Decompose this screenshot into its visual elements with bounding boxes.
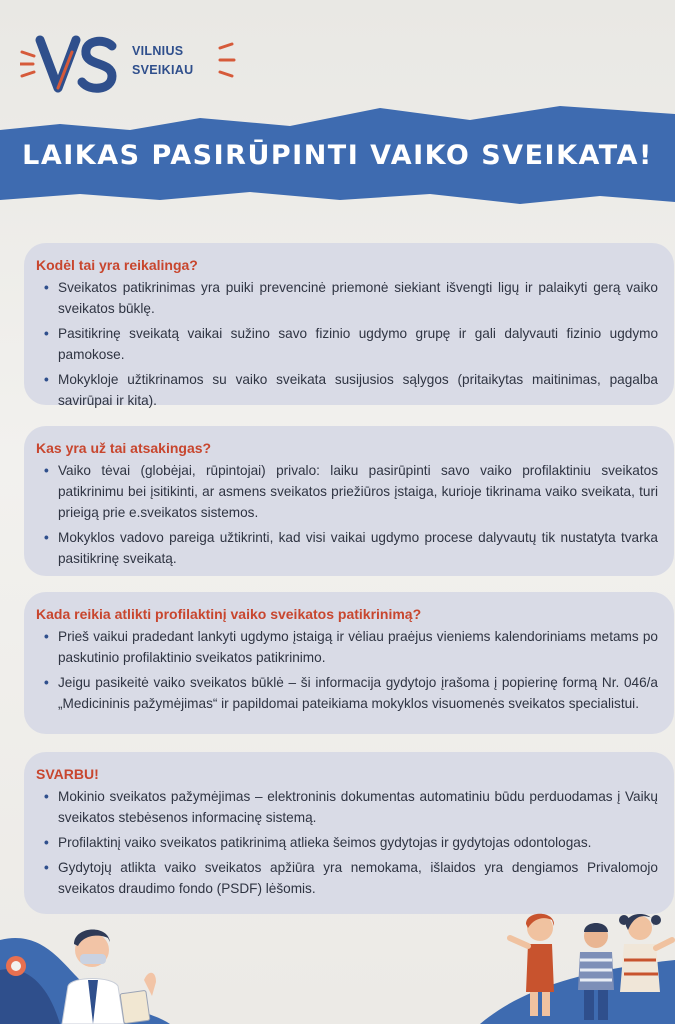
bottom-illustrations bbox=[0, 900, 675, 1024]
list-item-text: Mokyklos vadovo pareiga užtikrinti, kad visi vaikai ugdymo procese dalyvautų tik nustatyta tvarka pasitikrinę sveikatą. bbox=[58, 530, 658, 566]
list-item-text: Profilaktinį vaiko sveikatos patikrinimą atlieka šeimos gydytojas ir gydytojas odontologas. bbox=[58, 835, 592, 850]
list-item-text: Vaiko tėvai (globėjai, rūpintojai) privalo: laiku pasirūpinti savo vaiko profilaktiniu sveikatos patikrinimu bei įsitikinti, ar asmens sveikatos priežiūros įstaiga, kurioje tikrinama vaiko sveikata, turi prieigą prie e.sveikatos sistemos. bbox=[58, 463, 658, 520]
card-heading: SVARBU! bbox=[36, 766, 99, 782]
hand-icon bbox=[2, 948, 32, 988]
list-item-text: Mokykloje užtikrinamos su vaiko sveikata susijusios sąlygos (pritaikytas maitinimas, pagalba savirūpai ir kita). bbox=[58, 372, 658, 408]
list-item bbox=[36, 460, 658, 523]
logo-line-2: SVEIKIAU bbox=[132, 63, 194, 77]
vs-logo-mark bbox=[20, 30, 132, 100]
list-item bbox=[36, 672, 658, 714]
bullet-list bbox=[36, 626, 658, 714]
card-heading: Kodėl tai yra reikalinga? bbox=[36, 257, 198, 273]
bullet-list bbox=[36, 460, 658, 569]
list-item bbox=[36, 857, 658, 899]
accent-dashes-icon bbox=[216, 42, 246, 82]
list-item bbox=[36, 323, 658, 365]
info-card-responsible bbox=[24, 426, 674, 576]
children-illustration-icon bbox=[500, 900, 675, 1024]
list-item-text: Gydytojų atlikta vaiko sveikatos apžiūra yra nemokama, išlaidos yra dengiamos Privalomojo sveikatos draudimo fondo (PSDF) lėšomis. bbox=[58, 860, 658, 896]
list-item bbox=[36, 527, 658, 569]
list-item bbox=[36, 786, 658, 828]
bullet-dot-icon: • bbox=[44, 860, 49, 875]
doctor-illustration-icon bbox=[48, 900, 168, 1024]
list-item-text: Mokinio sveikatos pažymėjimas – elektroninis dokumentas automatiniu būdu perduodamas į Vaikų sveikatos stebėsenos informacinę sistemą. bbox=[58, 789, 658, 825]
page-title: LAIKAS PASIRŪPINTI VAIKO SVEIKATA! bbox=[22, 140, 653, 171]
info-card-when bbox=[24, 592, 674, 734]
info-card-important bbox=[24, 752, 674, 914]
logo-line-1: VILNIUS bbox=[132, 44, 184, 58]
brand-logo bbox=[20, 30, 250, 105]
bullet-dot-icon: • bbox=[44, 629, 49, 644]
title-banner bbox=[0, 100, 675, 210]
logo-wordmark bbox=[132, 42, 193, 80]
list-item bbox=[36, 626, 658, 668]
card-heading: Kas yra už tai atsakingas? bbox=[36, 440, 212, 456]
bullet-dot-icon: • bbox=[44, 530, 49, 545]
list-item-text: Pasitikrinę sveikatą vaikai sužino savo fizinio ugdymo grupę ir gali dalyvauti fizinio ugdymo pamokose. bbox=[58, 326, 658, 362]
list-item-text: Prieš vaikui pradedant lankyti ugdymo įstaigą ir vėliau praėjus vieniems kalendoriniams metams po paskutinio profilaktinio sveikatos patikrinimo. bbox=[58, 629, 658, 665]
list-item bbox=[36, 832, 658, 853]
bullet-list bbox=[36, 277, 658, 411]
bullet-dot-icon: • bbox=[44, 372, 49, 387]
info-card-why bbox=[24, 243, 674, 408]
list-item-text: Jeigu pasikeitė vaiko sveikatos būklė – ši informacija gydytojo įrašoma į popierinę formą Nr. 046/a „Medicininis pažymėjimas“ ir papildomai pateikiama mokyklos visuomenės sveikatos specialistui. bbox=[58, 675, 658, 711]
bullet-dot-icon: • bbox=[44, 326, 49, 341]
card-heading: Kada reikia atlikti profilaktinį vaiko sveikatos patikrinimą? bbox=[36, 606, 422, 622]
bullet-dot-icon: • bbox=[44, 463, 49, 478]
bullet-list bbox=[36, 786, 658, 899]
bullet-dot-icon: • bbox=[44, 789, 49, 804]
bullet-dot-icon: • bbox=[44, 835, 49, 850]
list-item bbox=[36, 369, 658, 411]
list-item-text: Sveikatos patikrinimas yra puiki prevencinė priemonė siekiant išvengti ligų ir palaikyti gerą vaiko sveikatos būklę. bbox=[58, 280, 658, 316]
list-item bbox=[36, 277, 658, 319]
bullet-dot-icon: • bbox=[44, 280, 49, 295]
bullet-dot-icon: • bbox=[44, 675, 49, 690]
